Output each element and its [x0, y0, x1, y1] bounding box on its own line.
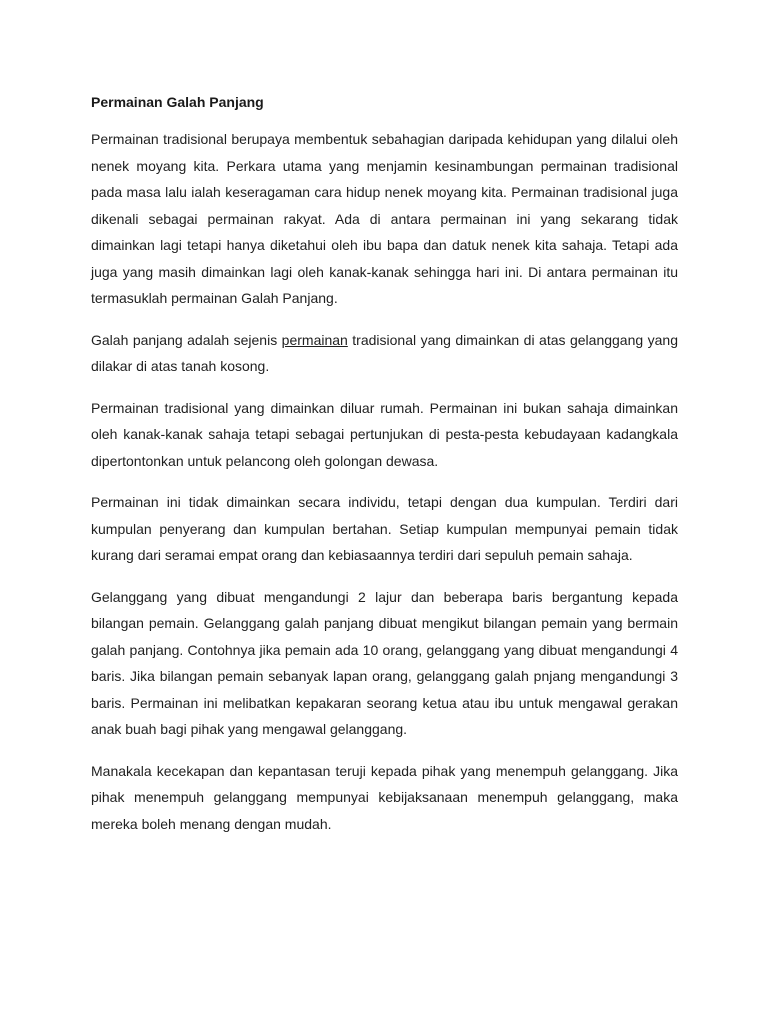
paragraph-strategy: Manakala kecekapan dan kepantasan teruji kepada pihak yang menempuh gelanggang. Jika pihak menempuh gelanggang mempunyai kebijaksanaan menempuh gelanggang, maka mereka boleh menang dengan mudah. — [91, 762, 678, 832]
document-page — [91, 92, 678, 852]
paragraph-definition — [91, 327, 678, 380]
paragraph-court: Gelanggang yang dibuat mengandungi 2 lajur dan beberapa baris bergantung kepada bilangan pemain. Gelanggang galah panjang dibuat mengikut bilangan pemain yang bermain galah panjang. Contohnya jika pemain ada 10 orang, gelanggang yang dibuat mengandungi 4 baris. Jika bilangan pemain sebanyak lapan orang, gelanggang galah pnjang mengandungi 3 baris. Permainan ini melibatkan kepakaran seorang ketua atau ibu untuk mengawal gerakan anak buah bagi pihak yang mengawal gelanggang. — [91, 588, 678, 737]
paragraph-outdoor: Permainan tradisional yang dimainkan diluar rumah. Permainan ini bukan sahaja dimainkan oleh kanak-kanak sahaja tetapi sebagai pertunjukan di pesta-pesta kebudayaan kadangkala dipertontonkan untuk pelancong oleh golongan dewasa. — [91, 399, 678, 469]
document-title: Permainan Galah Panjang — [91, 94, 264, 110]
paragraph-teams: Permainan ini tidak dimainkan secara individu, tetapi dengan dua kumpulan. Terdiri dari kumpulan penyerang dan kumpulan bertahan. Setiap kumpulan mempunyai pemain tidak kurang dari seramai empat orang dan kebiasaannya terdiri dari sepuluh pemain sahaja. — [91, 494, 678, 563]
paragraph-definition-text-after: tradisional yang dimainkan di atas gelanggang yang dilakar di atas tanah kosong. — [91, 331, 678, 374]
paragraph-definition-text-before: Galah panjang adalah sejenis — [91, 331, 282, 348]
paragraph-intro: Permainan tradisional berupaya membentuk sebahagian daripada kehidupan yang dilalui oleh nenek moyang kita. Perkara utama yang menjamin kesinambungan permainan tradisional pada masa lalu ialah keseragaman cara hidup nenek moyang kita. Permainan tradisional juga dikenali sebagai permainan rakyat. Ada di antara permainan ini yang sekarang tidak dimainkan lagi tetapi hanya diketahui oleh ibu bapa dan datuk nenek kita sahaja. Tetapi ada juga yang masih dimainkan lagi oleh kanak-kanak sehingga hari ini. Di antara permainan itu termasuklah permainan Galah Panjang. — [91, 131, 678, 306]
permainan-link[interactable]: permainan — [281, 331, 348, 348]
